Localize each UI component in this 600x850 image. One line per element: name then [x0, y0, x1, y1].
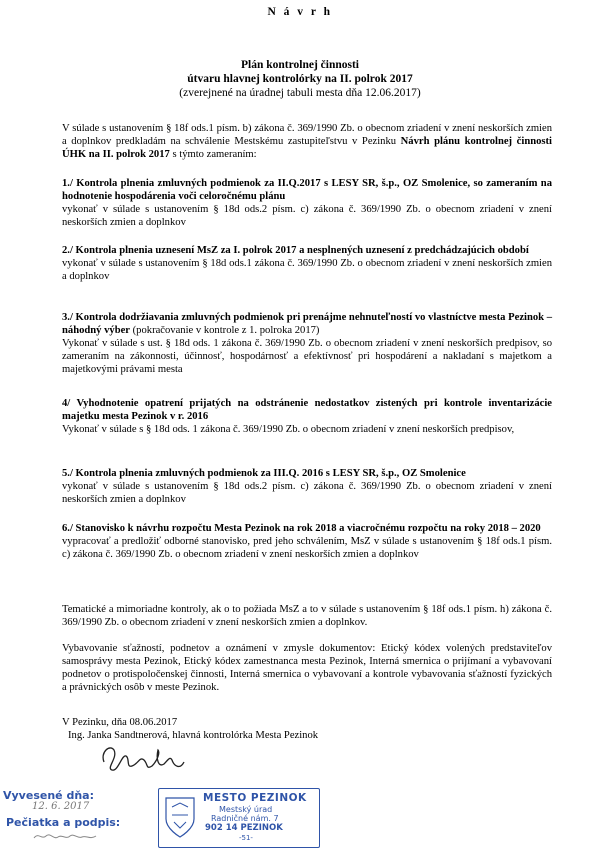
- plan-item-title: 3./ Kontrola dodržiavania zmluvných podmienok pri prenájme nehnuteľností vo vlastníctve mesta Pezinok – náhodný výber: [62, 312, 552, 336]
- stamp-office-name: MESTO PEZINOK: [203, 792, 307, 804]
- seal-label: Pečiatka a podpis:: [6, 816, 121, 829]
- plan-item: [62, 397, 552, 436]
- plan-item: [62, 467, 552, 506]
- posted-label: Vyvesené dňa:: [3, 789, 94, 802]
- posting-signature: [30, 828, 100, 844]
- plan-item-body: vypracovať a predložiť odborné stanovisko, pred jeho schválením, MsZ v súlade s ustanovením § 18f ods.1 písm. c) zákona č. 369/1990 Zb. o obecnom zriadení v znení neskorších zmien a doplnkov: [62, 536, 552, 560]
- plan-item-body: vykonať v súlade s ustanovením § 18d ods.1 zákona č. 369/1990 Zb. o obecnom zriadení v znení neskorších zmien a doplnkov: [62, 258, 552, 282]
- draft-label: N á v r h: [267, 6, 333, 18]
- plan-item-title: 2./ Kontrola plnenia uznesení MsZ za I. polrok 2017 a nesplnených uznesení z predchádzajúcich období: [62, 245, 529, 256]
- intro-text: V súlade s ustanovením § 18f ods.1 písm. b) zákona č. 369/1990 Zb. o obecnom zriadení v znení neskorších zmien a doplnkov predkladám na schválenie Mestskému zastupiteľstvu v Pezinku: [62, 123, 552, 147]
- plan-item: [62, 177, 552, 229]
- stamp-office-line: Radničné nám. 7: [211, 814, 279, 823]
- plan-item: [62, 522, 552, 561]
- plan-item: [62, 311, 552, 376]
- stamp-office-line: Mestský úrad: [219, 805, 273, 814]
- thematic-paragraph: Tematické a mimoriadne kontroly, ak o to požiada MsZ a to v súlade s ustanovením § 18f ods.1 písm. h) zákona č. 369/1990 Zb. o obecnom zriadení v znení neskorších zmien a doplnkov.: [62, 604, 552, 628]
- document-subtitle: útvaru hlavnej kontrolórky na II. polrok 2017: [187, 73, 413, 85]
- stamp-office-line: 902 14 PEZINOK: [205, 823, 283, 833]
- plan-item-body: Vykonať v súlade s § 18d ods. 1 zákona č. 369/1990 Zb. o obecnom zriadení v znení neskorších predpisov,: [62, 424, 515, 435]
- plan-item: [62, 244, 552, 283]
- published-note: (zverejnené na úradnej tabuli mesta dňa 12.06.2017): [179, 87, 421, 99]
- office-stamp: [158, 788, 320, 848]
- plan-item-title: 1./ Kontrola plnenia zmluvných podmienok za II.Q.2017 s LESY SR, š.p., OZ Smolenice, so zameraním na hodnotenie hospodárenia voči celoročnému plánu: [62, 178, 552, 202]
- plan-item-body: vykonať v súlade s ustanovením § 18d ods.2 písm. c) zákona č. 369/1990 Zb. o obecnom zriadení v znení neskorších zmien a doplnkov: [62, 204, 552, 228]
- plan-item-title: 4/ Vyhodnotenie opatrení prijatých na odstránenie nedostatkov zistených pri kontrole inventarizácie majetku mesta Pezinok v r. 2016: [62, 398, 552, 422]
- complaints-paragraph: Vybavovanie sťažností, podnetov a oznámení v zmysle dokumentov: Etický kódex volených predstaviteľov samosprávy mesta Pezinok, Etický kódex zamestnanca mesta Pezinok, Interná smernica o prijímaní a vybavovaní podnetov o protispoločenskej činnosti, Interná smernica o vybavovaní a kontrole vybavovania sťažností fyzických a právnických osôb v meste Pezinok.: [62, 643, 552, 693]
- plan-item-title: 6./ Stanovisko k návrhu rozpočtu Mesta Pezinok na rok 2018 a viacročnému rozpočtu na roky 2018 – 2020: [62, 523, 541, 534]
- intro-paragraph: [62, 122, 552, 161]
- plan-item-title: 5./ Kontrola plnenia zmluvných podmienok za III.Q. 2016 s LESY SR, š.p., OZ Smolenice: [62, 468, 466, 479]
- place-date: V Pezinku, dňa 08.06.2017: [62, 717, 178, 728]
- handwritten-signature: [96, 740, 191, 774]
- plan-item-body: Vykonať v súlade s ust. § 18d ods. 1 zákona č. 369/1990 Zb. o obecnom zriadení v znení neskorších predpisov, so zameraním na zákonnosti, účinnosť, hospodárnosť a efektívnosť pri hospodárení a nakladaní s majetkom a majetkovými právami mesta: [62, 338, 552, 375]
- document-title: Plán kontrolnej činnosti: [241, 59, 359, 71]
- intro-tail: s týmto zameraním:: [169, 149, 257, 160]
- coat-of-arms-icon: [163, 795, 197, 839]
- intro-bold: Návrh plánu kontrolnej činnosti ÚHK na II. polrok 2017: [62, 136, 552, 160]
- posted-date: 12. 6. 2017: [32, 801, 90, 812]
- signatory-line: Ing. Janka Sandtnerová, hlavná kontrolórka Mesta Pezinok: [68, 730, 319, 741]
- stamp-office-line: -51-: [239, 834, 253, 842]
- plan-item-note: (pokračovanie v kontrole z 1. polroka 2017): [130, 325, 320, 336]
- document-heading: [0, 58, 600, 100]
- plan-item-body: vykonať v súlade s ustanovením § 18d ods.2 písm. c) zákona č. 369/1990 Zb. o obecnom zriadení v znení neskorších zmien a doplnkov: [62, 481, 552, 505]
